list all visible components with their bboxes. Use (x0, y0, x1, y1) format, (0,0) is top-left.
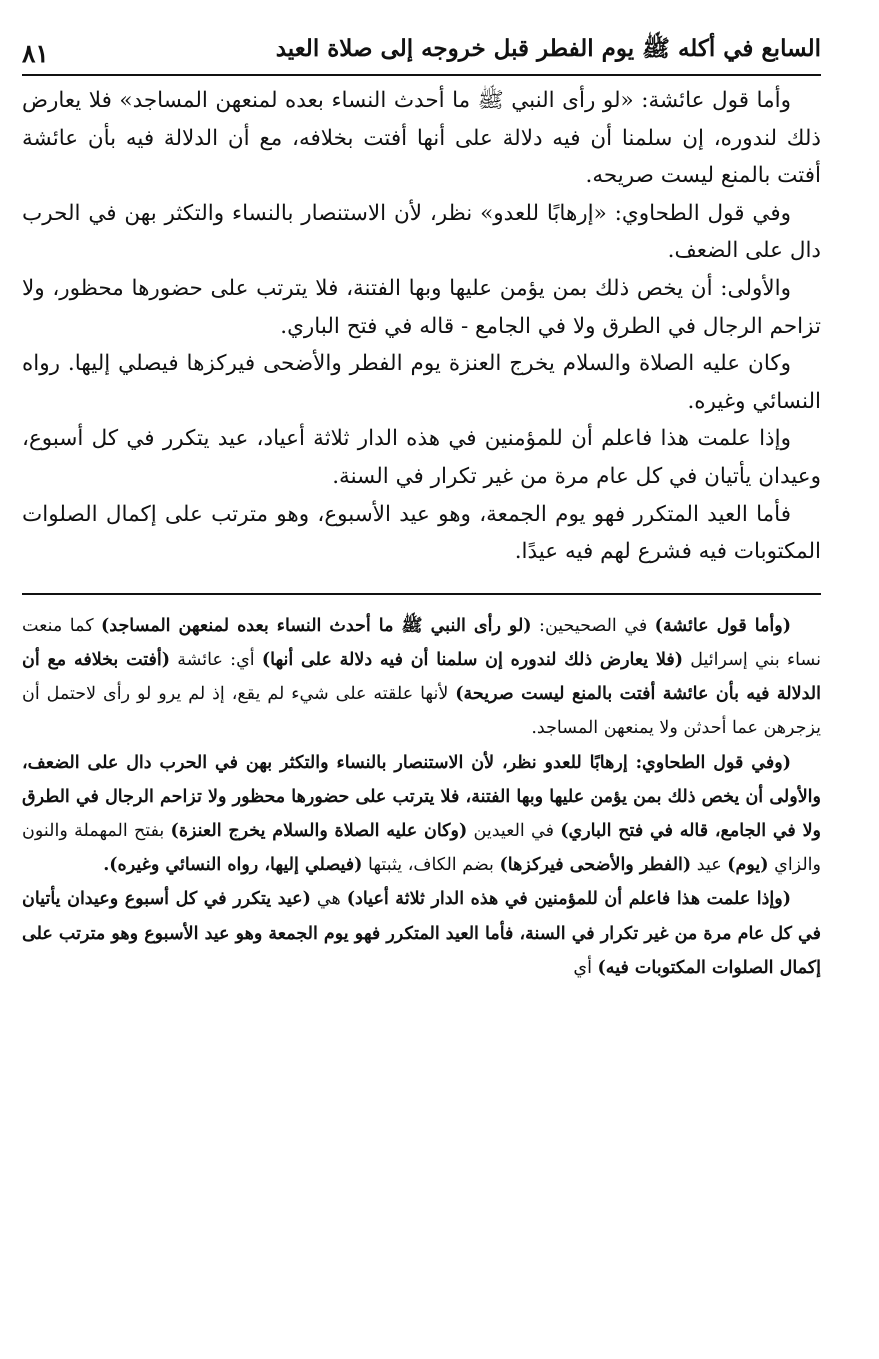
main-paragraph: وأما قول عائشة: «لو رأى النبي ﷺ ما أحدث النساء بعده لمنعهن المساجد» فلا يعارض ذلك لندوره، إن سلمنا أن فيه دلالة على أنها أفتت بخلافه، مع أن الدلالة فيه بأن عائشة أفتت بالمنع ليست صريحه. (22, 88, 821, 189)
commentary-paragraph (22, 746, 821, 883)
quoted-text: (أفتت بخلافه مع أن الدلالة فيه بأن عائشة أفتت بالمنع ليست صريحة) (22, 649, 821, 705)
explanation-text: بفتح المهملة والنون والزاي (22, 820, 821, 876)
explanation-text: هي (310, 889, 347, 910)
commentary-paragraph (22, 609, 821, 746)
explanation-text: في العيدين (467, 820, 561, 841)
main-text (22, 82, 821, 571)
quoted-text: (وفي قول الطحاوي: إرهابًا للعدو نظر، لأن الاستنصار بالنساء والتكثر بهن في الحرب دال على الضعف، والأولى أن يخص ذلك بمن يؤمن عليها وبها الفتنة، فلا يترتب على حضورها محظور ولا تزاحم الرجال في الطرق ولا في الجامع، قاله في فتح الباري) (22, 752, 822, 841)
quoted-text: (فيصلي إليها، رواه النسائي وغيره). (103, 855, 363, 876)
explanation-text: أي (573, 957, 598, 978)
quoted-text: (الفطر والأضحى فيركزها) (499, 855, 692, 876)
main-paragraph: وإذا علمت هذا فاعلم أن للمؤمنين في هذه الدار ثلاثة أعياد، عيد يتكرر في كل أسبوع، وعيدان يأتيان في كل عام مرة من غير تكرار في السنة. (22, 426, 821, 489)
quoted-text: (وأما قول عائشة) (654, 615, 792, 636)
page-number: ٨١ (22, 39, 49, 68)
explanation-text: عيد (691, 855, 728, 876)
explanation-text: بضم الكاف، يثبتها (362, 855, 500, 876)
explanation-text: في الصحيحين: (531, 615, 655, 636)
commentary (22, 609, 821, 985)
quoted-text: (يوم) (727, 855, 769, 876)
quoted-text: (فلا يعارض ذلك لندوره إن سلمنا أن فيه دلالة على أنها) (261, 649, 684, 670)
explanation-text: كما منعت نساء بني إسرائيل (22, 615, 821, 670)
explanation-text: أي: عائشة (170, 649, 262, 670)
quoted-text: (عيد يتكرر في كل أسبوع وعيدان يأتيان في كل عام مرة من غير تكرار في السنة، فأما العيد المتكرر فهو يوم الجمعة وهو عيد الأسبوع وهو مترتب على إكمال الصلوات المكتوبات فيه) (22, 889, 821, 978)
main-paragraph: فأما العيد المتكرر فهو يوم الجمعة، وهو عيد الأسبوع، وهو مترتب على إكمال الصلوات المكتوبات فيه فشرع لهم فيه عيدًا. (22, 501, 821, 565)
footnote-divider (22, 593, 821, 595)
main-paragraph: وفي قول الطحاوي: «إرهابًا للعدو» نظر، لأن الاستنصار بالنساء والتكثر بهن في الحرب دال على الضعف. (22, 200, 821, 264)
quoted-text: (وإذا علمت هذا فاعلم أن للمؤمنين في هذه الدار ثلاثة أعياد) (346, 889, 791, 910)
quoted-text: (لو رأى النبي ﷺ ما أحدث النساء بعده لمنعهن المساجد) (101, 615, 532, 636)
explanation-text: لأنها علقته على شيء لم يقع، إذ لم يرو لو رأى لاحتمل أن يزجرهن عما أحدثن ولا يمنعهن المساجد. (22, 684, 821, 739)
commentary-paragraph (22, 882, 821, 985)
main-paragraph: وكان عليه الصلاة والسلام يخرج العنزة يوم الفطر والأضحى فيركزها فيصلي إليها. رواه النسائي وغيره. (22, 351, 821, 414)
running-title: السابع في أكله ﷺ يوم الفطر قبل خروجه إلى صلاة العيد (275, 35, 821, 62)
quoted-text: (وكان عليه الصلاة والسلام يخرج العنزة) (170, 820, 468, 841)
main-paragraph: والأولى: أن يخص ذلك بمن يؤمن عليها وبها الفتنة، فلا يترتب على حضورها محظور، ولا تزاحم الرجال في الطرق ولا في الجامع - قاله في فتح الباري. (22, 275, 821, 339)
page-header (22, 34, 821, 76)
